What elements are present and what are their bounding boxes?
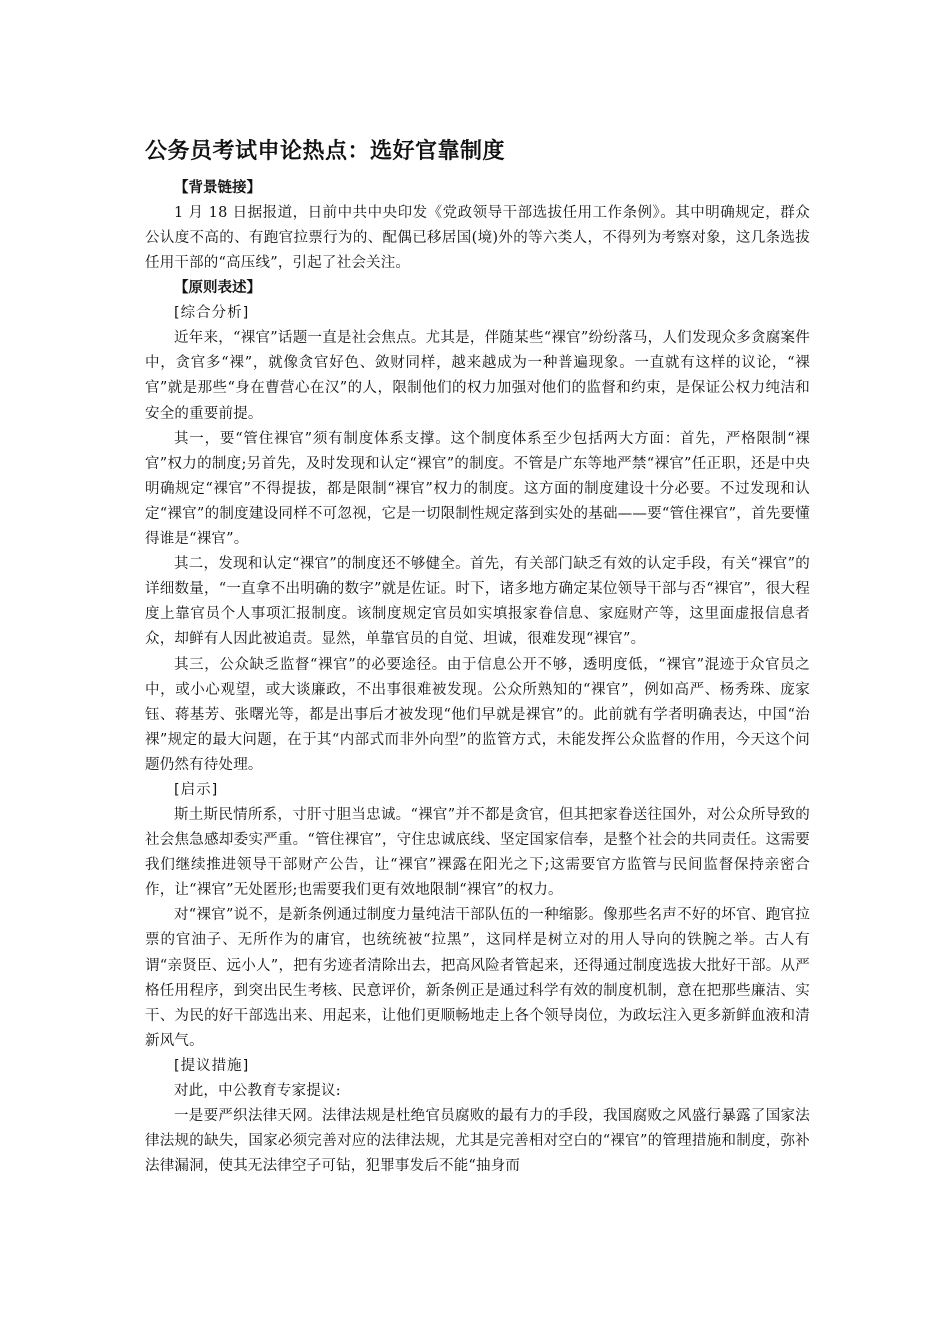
- document-page: [145, 134, 810, 1179]
- measures-paragraph: 对此，中公教育专家提议:: [174, 1082, 341, 1099]
- analysis-paragraph: 其一，要“管住裸官”须有制度体系支撑。这个制度体系至少包括两大方面：首先，严格限制“裸官”权力的制度;另首先，及时发现和认定“裸官”的制度。不管是广东等地严禁“裸官”任正职，还是中央明确规定“裸官”不得提拔，都是限制“裸官”权力的制度。这方面的制度建设十分必要。不过发现和认定“裸官”的制度建设同样不可忽视，它是一切限制性规定落到实处的基础——要“管住裸官”，首先要懂得谁是“裸官”。: [145, 430, 810, 548]
- document-title: 公务员考试申论热点：选好官靠制度: [145, 139, 506, 164]
- insight-heading: [启示]: [174, 781, 219, 798]
- analysis-heading: [综合分析]: [174, 305, 250, 322]
- insight-paragraph: 斯土斯民情所系，寸肝寸胆当忠诚。“裸官”并不都是贪官，但其把家眷送往国外，对公众所导致的社会焦急感却委实严重。“管住裸官”，守住忠诚底线、坚定国家信奉，是整个社会的共同责任。这需要我们继续推进领导干部财产公告，让“裸官”裸露在阳光之下;这需要官方监管与民间监督保持亲密合作，让“裸官”无处匿形;也需要我们更有效地限制“裸官”的权力。: [145, 806, 810, 899]
- measures-paragraph: 一是要严织法律天网。法律法规是杜绝官员腐败的最有力的手段，我国腐败之风盛行暴露了国家法律法规的缺失，国家必须完善对应的法律法规，尤其是完善相对空白的“裸官”的管理措施和制度，弥补法律漏洞，使其无法律空子可钻，犯罪事发后不能“抽身而: [145, 1108, 810, 1175]
- measures-heading: [提议措施]: [174, 1057, 250, 1074]
- insight-paragraph: 对“裸官”说不，是新条例通过制度力量纯洁干部队伍的一种缩影。像那些名声不好的坏官、跑官拉票的官油子、无所作为的庸官，也统统被“拉黑”，这同样是树立对的用人导向的铁腕之举。古人有谓“亲贤臣、远小人”，把有劣迹者清除出去，把高风险者管起来，还得通过制度选拔大批好干部。从严格任用程序，到突出民生考核、民意评价，新条例正是通过科学有效的制度机制，意在把那些廉洁、实干、为民的好干部选出来、用起来，让他们更顺畅地走上各个领导岗位，为政坛注入更多新鲜血液和清新风气。: [145, 907, 810, 1049]
- principle-heading: 【原则表述】: [174, 280, 261, 297]
- analysis-paragraph: 近年来，“裸官”话题一直是社会焦点。尤其是，伴随某些“裸官”纷纷落马，人们发现众多贪腐案件中，贪官多“裸”，就像贪官好色、敛财同样，越来越成为一种普遍现象。一直就有这样的议论，“裸官”就是那些“身在曹营心在汉”的人，限制他们的权力加强对他们的监督和约束，是保证公权力纯洁和安全的重要前提。: [145, 330, 810, 422]
- background-paragraph: 1 月 18 日据报道，日前中共中央印发《党政领导干部选拔任用工作条例》。其中明确规定，群众公认度不高的、有跑官拉票行为的、配偶已移居国(境)外的等六类人，不得列为考察对象，这几条选拔任用干部的“高压线”，引起了社会关注。: [145, 205, 810, 272]
- analysis-paragraph: 其二，发现和认定“裸官”的制度还不够健全。首先，有关部门缺乏有效的认定手段，有关“裸官”的详细数量，“一直拿不出明确的数字”就是佐证。时下，诸多地方确定某位领导干部与否“裸官”，很大程度上靠官员个人事项汇报制度。该制度规定官员如实填报家眷信息、家庭财产等，这里面虚报信息者众，却鲜有人因此被追责。显然，单靠官员的自觉、坦诚，很难发现“裸官”。: [145, 556, 810, 648]
- analysis-paragraph: 其三，公众缺乏监督“裸官”的必要途径。由于信息公开不够，透明度低，“裸官”混迹于众官员之中，或小心观望，或大谈廉政，不出事很难被发现。公众所熟知的“裸官”，例如高严、杨秀珠、庞家钰、蒋基芳、张曙光等，都是出事后才被发现“他们早就是裸官”的。此前就有学者明确表达，中国“治裸”规定的最大问题，在于其“内部式而非外向型”的监管方式，未能发挥公众监督的作用，今天这个问题仍然有待处理。: [145, 656, 810, 773]
- background-heading: 【背景链接】: [174, 180, 261, 196]
